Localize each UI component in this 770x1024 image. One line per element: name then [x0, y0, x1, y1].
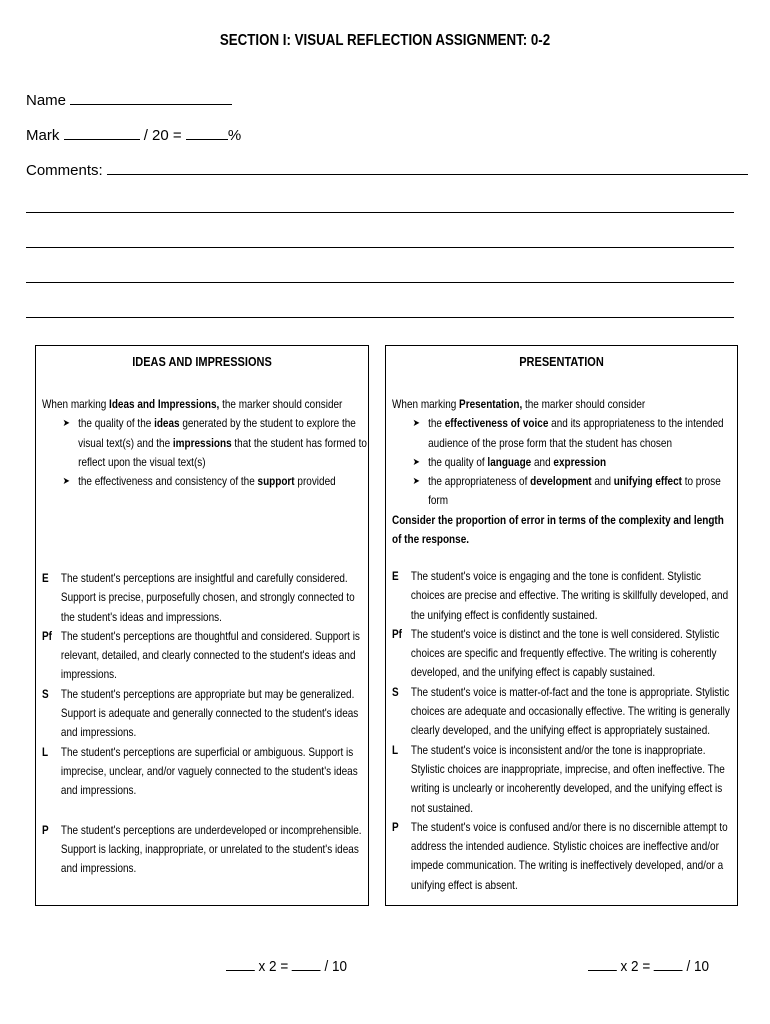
presentation-box — [385, 345, 738, 906]
comment-line-2[interactable] — [26, 212, 734, 213]
mark-field[interactable] — [26, 125, 241, 144]
presentation-bullet-2: ➤ the quality of language and expression — [392, 453, 724, 472]
ideas-total-blank[interactable] — [292, 958, 321, 971]
name-label: Name — [26, 92, 67, 109]
presentation-total-blank[interactable] — [654, 958, 683, 971]
comments-label: Comments: — [26, 162, 103, 179]
name-field[interactable] — [26, 90, 232, 109]
arrow-bullet-icon: ➤ — [412, 456, 420, 468]
arrow-bullet-icon: ➤ — [412, 418, 420, 430]
ideas-criteria — [42, 395, 367, 491]
presentation-grade-p: P The student's voice is confused and/or there is no discernible attempt to address the intended audience. Stylistic choices are ineffective and/or impede communication. The writing is ineffectively developed, and/or a unifying effect is absent. — [392, 820, 728, 892]
ideas-heading: IDEAS AND IMPRESSIONS — [132, 355, 272, 369]
presentation-score-line[interactable]: x 2 = / 10 — [588, 958, 709, 975]
comment-line-3[interactable] — [26, 247, 734, 248]
arrow-bullet-icon: ➤ — [62, 418, 70, 430]
comments-blank[interactable] — [107, 160, 748, 175]
arrow-bullet-icon: ➤ — [62, 476, 70, 488]
ideas-grade-p: P The student's perceptions are underdeveloped or incomprehensible. Support is lacking, inappropriate, or unrelated to the student's ideas and impressions. — [42, 823, 362, 876]
ideas-grades — [42, 569, 362, 878]
presentation-grades — [392, 567, 730, 895]
comment-line-5[interactable] — [26, 317, 734, 318]
ideas-grade-s: S The student's perceptions are appropriate but may be generalized. Support is adequate and generally connected to the student's ideas and impressions. — [42, 687, 359, 740]
mark-mid-text: / 20 = — [143, 127, 182, 144]
comment-line-4[interactable] — [26, 282, 734, 283]
mark-label: Mark — [26, 127, 60, 144]
percent-sign: % — [227, 127, 242, 144]
ideas-intro: When marking Ideas and Impressions, the marker should consider — [42, 398, 343, 411]
ideas-score-blank[interactable] — [226, 958, 255, 971]
presentation-grade-pf: Pf The student's voice is distinct and the tone is well considered. Stylistic choices are specific and frequently effective. The writing is coherently developed, and the unifying effect is capably sustained. — [392, 627, 720, 680]
ideas-bullet-1: ➤ the quality of the ideas generated by the student to explore the visual text(s) and the impressions that the student has formed to reflect upon the visual text(s) — [42, 414, 367, 472]
ideas-grade-e: E The student's perceptions are insightful and carefully considered. Support is precise, purposefully chosen, and strongly connected to the student's ideas and impressions. — [42, 572, 355, 624]
presentation-criteria — [392, 395, 724, 549]
presentation-bullet-1: ➤ the effectiveness of voice and its appropriateness to the intended audience of the prose form that the student has chosen — [392, 414, 724, 453]
consider-note-line-2: of the response. — [392, 533, 470, 547]
presentation-intro: When marking Presentation, the marker should consider — [392, 398, 646, 411]
ideas-bullet-2: ➤ the effectiveness and consistency of the support provided — [42, 472, 367, 491]
presentation-heading: PRESENTATION — [519, 355, 604, 369]
ideas-grade-l: L The student's perceptions are superficial or ambiguous. Support is imprecise, unclear, and/or vaguely connected to the student's ideas and impressions. — [42, 745, 358, 798]
mark-blank[interactable] — [64, 125, 140, 140]
comments-field[interactable] — [26, 160, 748, 179]
page-title: SECTION I: VISUAL REFLECTION ASSIGNMENT: 0-2 — [219, 32, 551, 49]
ideas-impressions-box — [35, 345, 369, 906]
presentation-score-blank[interactable] — [588, 958, 617, 971]
ideas-grade-pf: Pf The student's perceptions are thoughtful and considered. Support is relevant, detailed, and clearly connected to the student's ideas and impressions. — [42, 629, 360, 682]
ideas-score-line[interactable]: x 2 = / 10 — [226, 958, 347, 975]
presentation-bullet-3: ➤ the appropriateness of development and unifying effect to prose form — [392, 472, 724, 511]
name-blank[interactable] — [70, 90, 232, 105]
arrow-bullet-icon: ➤ — [412, 476, 420, 488]
consider-note-line-1: Consider the proportion of error in terms of the complexity and length — [392, 513, 724, 527]
presentation-grade-l: L The student's voice is inconsistent and/or the tone is inappropriate. Stylistic choices are inappropriate, imprecise, and often ineffective. The writing is unclearly or incoherently developed, and the unifying effect is not sustained. — [392, 743, 725, 815]
presentation-grade-s: S The student's voice is matter-of-fact and the tone is appropriate. Stylistic choices are adequate and occasionally effective. The writing is generally clearly developed, and the unifying effect is appropriately sustained. — [392, 685, 730, 738]
percent-blank[interactable] — [186, 125, 228, 140]
presentation-grade-e: E The student's voice is engaging and the tone is confident. Stylistic choices are precise and effective. The writing is skillfully developed, and the unifying effect is confidently sustained. — [392, 570, 729, 622]
